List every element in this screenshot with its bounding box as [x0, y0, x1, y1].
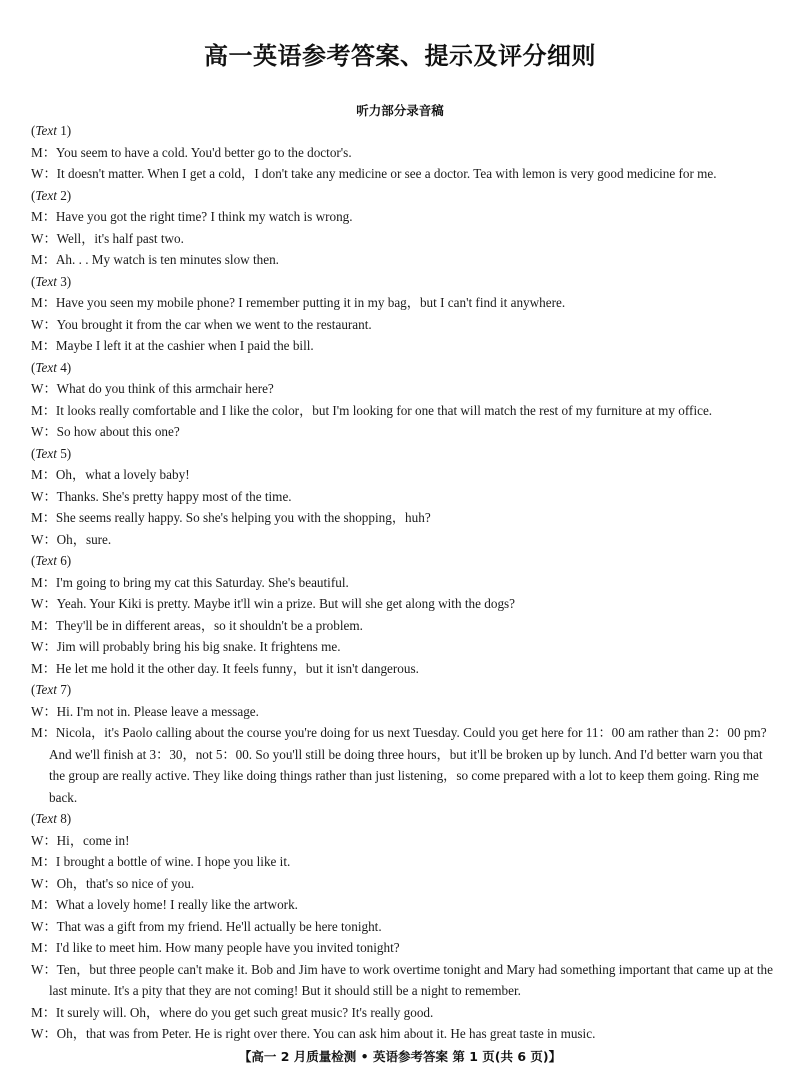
dialogue-line: W：Oh，that's so nice of you.: [31, 875, 195, 891]
dialogue-line: M：She seems really happy. So she's helping you with the shopping，huh?: [31, 510, 431, 525]
dialogue-line: M：I'm going to bring my cat this Saturday. She's beautiful.: [31, 574, 349, 590]
text-section-label: (Text 8): [31, 811, 72, 826]
dialogue-line: W：So how about this one?: [31, 424, 180, 439]
dialogue-line: M：What a lovely home! I really like the artwork.: [31, 897, 298, 912]
dialogue-line: M：It looks really comfortable and I like the color，but I'm looking for one that will match the rest of my furniture at my office.: [31, 402, 713, 418]
document-title: 高一英语参考答案、提示及评分细则: [204, 42, 596, 70]
dialogue-line: W：That was a gift from my friend. He'll actually be here tonight.: [31, 918, 382, 934]
dialogue-line: M：You seem to have a cold. You'd better go to the doctor's.: [31, 144, 352, 160]
dialogue-line: W：Yeah. Your Kiki is pretty. Maybe it'll win a prize. But will she get along with the dogs?: [31, 596, 516, 611]
dialogue-line: W：Hi，come in!: [31, 832, 130, 848]
dialogue-line: W：What do you think of this armchair here?: [31, 381, 274, 396]
transcript-body: [31, 120, 776, 1045]
text-section-label: (Text 3): [31, 273, 72, 289]
dialogue-line: M：Have you seen my mobile phone? I remember putting it in my bag，but I can't find it anywhere.: [31, 295, 566, 310]
dialogue-line: M：Maybe I left it at the cashier when I paid the bill.: [31, 338, 314, 353]
dialogue-line: M：Have you got the right time? I think my watch is wrong.: [31, 209, 353, 224]
dialogue-line: W：You brought it from the car when we went to the restaurant.: [31, 316, 372, 332]
dialogue-line: M：He let me hold it the other day. It feels funny，but it isn't dangerous.: [31, 660, 419, 676]
dialogue-line: W：Oh，that was from Peter. He is right over there. You can ask him about it. He has great taste in music.: [31, 1026, 596, 1041]
dialogue-line: M：Oh，what a lovely baby!: [31, 467, 190, 482]
text-section-label: (Text 5): [31, 445, 72, 461]
text-section-label: (Text 6): [31, 553, 72, 568]
dialogue-line: W：Thanks. She's pretty happy most of the time.: [31, 488, 292, 504]
section-heading: 听力部分录音稿: [356, 103, 444, 118]
text-section-label: (Text 2): [31, 187, 72, 203]
dialogue-line: M：Ah. . . My watch is ten minutes slow then.: [31, 252, 279, 267]
dialogue-line: M：I'd like to meet him. How many people have you invited tonight?: [31, 940, 400, 955]
dialogue-line: M：Nicola，it's Paolo calling about the course you're doing for us next Tuesday. Could you get here for 11：00 am rather than 2：00 pm? And we'll finish at 3：30，not 5：00. So you'll still be doing three hours，but it'll be broken up by lunch. And I'd better warn you that the group are really active. They like doing things rather than just listening，so come prepared with a lot to keep them going. Ring me back.: [31, 725, 767, 805]
dialogue-line: W：Jim will probably bring his big snake. It frightens me.: [31, 639, 341, 654]
page-footer: 【高一 2 月质量检测 • 英语参考答案 第 1 页(共 6 页)】: [238, 1049, 562, 1064]
text-section-label: (Text 4): [31, 359, 72, 375]
text-section-label: (Text 7): [31, 682, 72, 697]
dialogue-line: W：Ten，but three people can't make it. Bob and Jim have to work overtime tonight and Mary had something important that came up at the last minute. It's a pity that they are not coming! But it should still be a night to remember.: [31, 961, 773, 998]
dialogue-line: M：It surely will. Oh，where do you get such great music? It's really good.: [31, 1004, 434, 1020]
dialogue-line: M：I brought a bottle of wine. I hope you like it.: [31, 854, 291, 869]
text-section-label: (Text 1): [31, 123, 72, 138]
dialogue-line: W：It doesn't matter. When I get a cold，I don't take any medicine or see a doctor. Tea with lemon is very good medicine for me.: [31, 166, 717, 181]
dialogue-line: M：They'll be in different areas，so it shouldn't be a problem.: [31, 617, 363, 633]
dialogue-line: W：Well，it's half past two.: [31, 230, 184, 246]
dialogue-line: W：Oh，sure.: [31, 531, 112, 547]
dialogue-line: W：Hi. I'm not in. Please leave a message.: [31, 703, 259, 719]
